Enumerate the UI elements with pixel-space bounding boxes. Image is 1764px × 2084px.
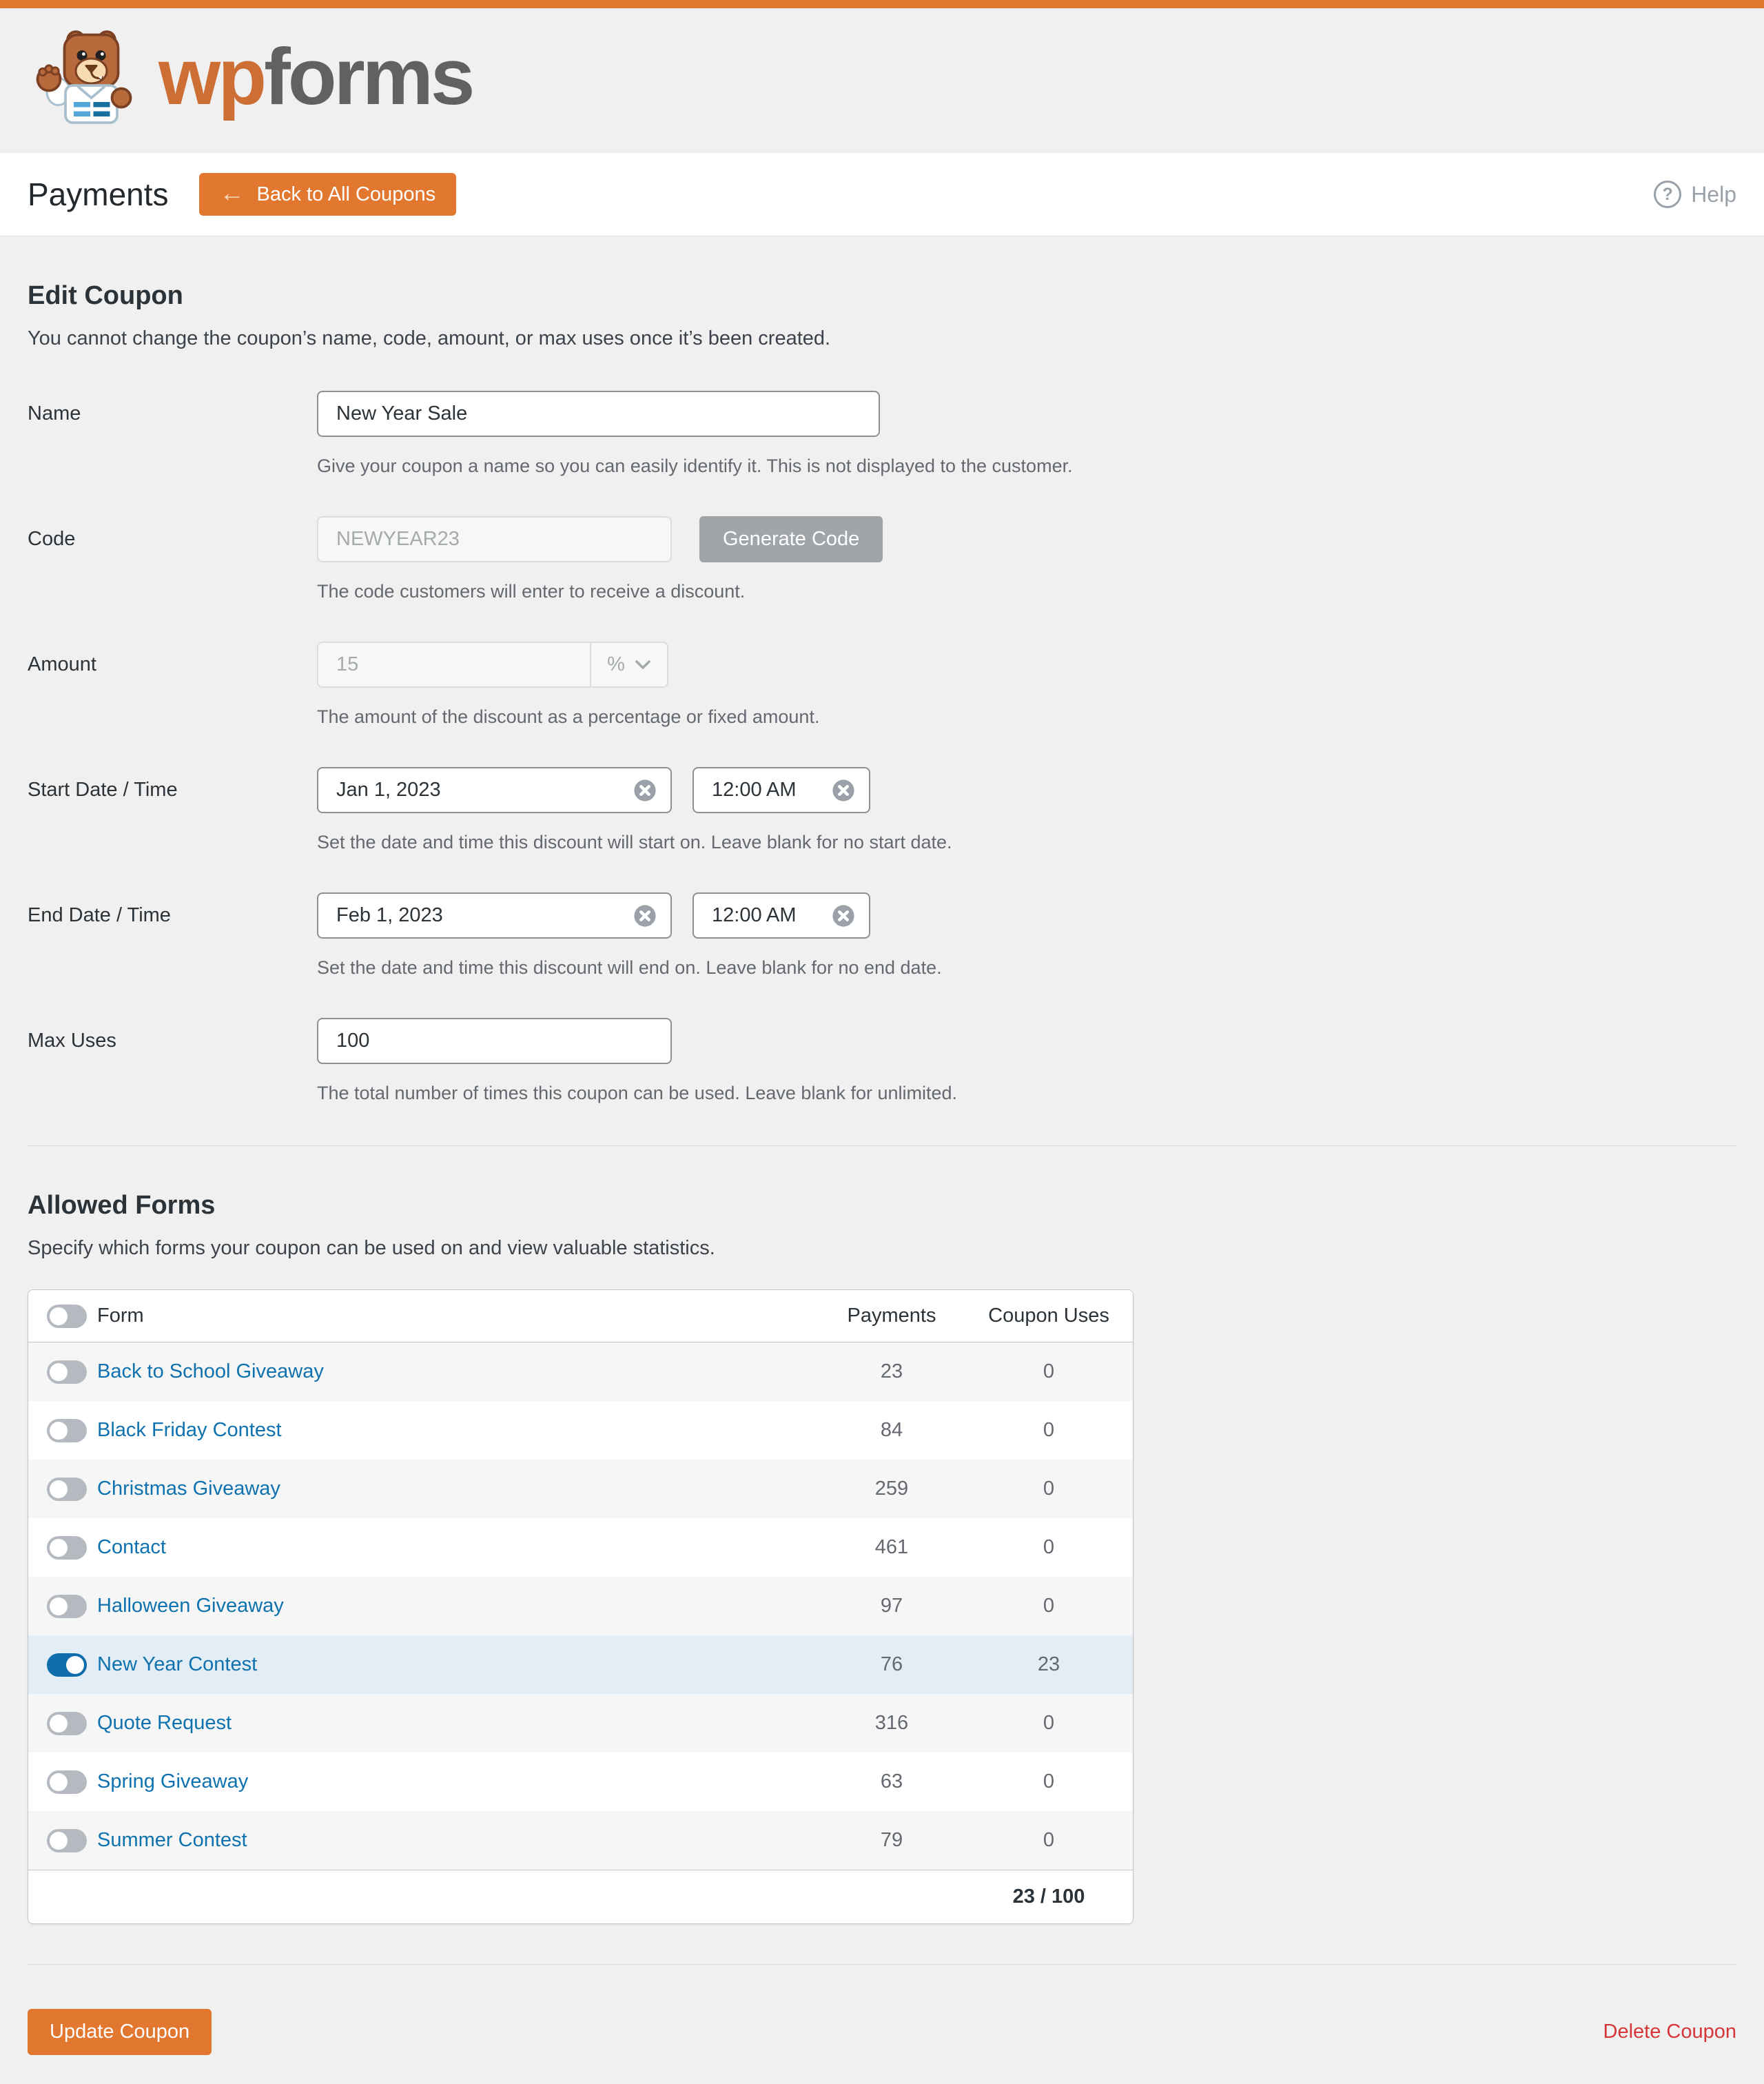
end-time-value: 12:00 AM xyxy=(712,904,797,926)
form-link[interactable]: Back to School Giveaway xyxy=(97,1360,324,1382)
coupon-uses-count: 0 xyxy=(1043,1419,1055,1441)
amount-input-group xyxy=(317,642,668,688)
code-helper: The code customers will enter to receive a discount. xyxy=(317,581,746,602)
payments-count: 79 xyxy=(880,1829,903,1851)
end-date-input[interactable] xyxy=(317,892,672,939)
table-row xyxy=(28,1635,1133,1694)
end-datetime-helper: Set the date and time this discount will end on. Leave blank for no end date. xyxy=(317,957,942,978)
column-header-form: Form xyxy=(97,1305,144,1327)
delete-coupon-link[interactable]: Delete Coupon xyxy=(1603,2021,1736,2043)
amount-row xyxy=(28,642,1736,729)
form-link[interactable]: Quote Request xyxy=(97,1712,232,1734)
payments-count: 259 xyxy=(874,1478,909,1500)
table-row xyxy=(28,1460,1133,1518)
update-coupon-button[interactable]: Update Coupon xyxy=(28,2009,212,2055)
toggle-knob xyxy=(50,1597,68,1615)
logo-band xyxy=(0,8,1764,153)
end-datetime-label: End Date / Time xyxy=(28,904,171,926)
edit-coupon-description: You cannot change the coupon’s name, code, amount, or max uses once it’s been created. xyxy=(28,327,831,349)
page-header xyxy=(0,153,1764,236)
allowed-forms-title: Allowed Forms xyxy=(28,1191,216,1220)
page-title: Payments xyxy=(28,176,169,212)
section-divider xyxy=(28,1145,1736,1146)
end-datetime-row xyxy=(28,892,1736,980)
generate-code-button: Generate Code xyxy=(699,516,883,562)
table-row xyxy=(28,1811,1133,1870)
name-row xyxy=(28,391,1736,478)
table-row xyxy=(28,1342,1133,1401)
name-helper: Give your coupon a name so you can easily identify it. This is not displayed to the customer. xyxy=(317,456,1073,476)
top-accent-bar xyxy=(0,0,1764,8)
form-link[interactable]: Spring Giveaway xyxy=(97,1770,249,1792)
form-link[interactable]: Halloween Giveaway xyxy=(97,1595,284,1617)
start-datetime-row xyxy=(28,767,1736,855)
amount-unit-select xyxy=(590,643,667,686)
table-header-row xyxy=(28,1290,1133,1342)
toggle-knob xyxy=(66,1656,84,1674)
table-row xyxy=(28,1518,1133,1577)
form-link[interactable]: Black Friday Contest xyxy=(97,1419,282,1441)
form-link[interactable]: Contact xyxy=(97,1536,166,1558)
coupon-uses-count: 0 xyxy=(1043,1360,1055,1382)
wordmark-forms: forms xyxy=(264,31,473,121)
start-date-input[interactable] xyxy=(317,767,672,813)
table-row xyxy=(28,1753,1133,1811)
allowed-forms-description: Specify which forms your coupon can be used on and view valuable statistics. xyxy=(28,1237,715,1259)
toggle-knob xyxy=(50,1539,68,1557)
payments-count: 76 xyxy=(880,1653,903,1675)
toggle-knob xyxy=(50,1773,68,1791)
form-toggle[interactable] xyxy=(47,1653,87,1677)
code-input xyxy=(317,516,672,562)
payments-count: 84 xyxy=(880,1419,903,1441)
code-label: Code xyxy=(28,528,76,550)
coupon-form xyxy=(28,391,1736,1105)
chevron-down-icon xyxy=(635,653,651,676)
start-datetime-helper: Set the date and time this discount will start on. Leave blank for no start date. xyxy=(317,832,952,852)
table-row xyxy=(28,1577,1133,1635)
form-toggle[interactable] xyxy=(47,1712,87,1735)
clear-icon[interactable] xyxy=(633,779,657,802)
wordmark-wp: wp xyxy=(158,31,265,121)
end-time-input[interactable] xyxy=(693,892,870,939)
toggle-knob xyxy=(50,1832,68,1850)
form-toggle[interactable] xyxy=(47,1770,87,1794)
clear-icon[interactable] xyxy=(633,904,657,928)
coupon-uses-count: 0 xyxy=(1043,1770,1055,1792)
wpforms-wordmark xyxy=(158,31,473,134)
form-toggle[interactable] xyxy=(47,1360,87,1384)
main-content xyxy=(0,280,1764,2084)
section-divider xyxy=(28,1964,1736,1965)
form-actions xyxy=(28,2009,1736,2055)
toggle-knob xyxy=(50,1363,68,1381)
max-uses-row xyxy=(28,1018,1736,1105)
clear-icon[interactable] xyxy=(832,779,855,802)
column-header-coupon-uses: Coupon Uses xyxy=(988,1305,1109,1327)
help-icon: ? xyxy=(1654,181,1681,208)
toggle-knob xyxy=(50,1715,68,1733)
amount-unit-value: % xyxy=(607,653,625,675)
payments-count: 23 xyxy=(880,1360,903,1382)
coupon-uses-count: 0 xyxy=(1043,1712,1055,1734)
edit-coupon-title: Edit Coupon xyxy=(28,281,183,310)
allowed-forms-table xyxy=(28,1289,1134,1924)
wpforms-logo xyxy=(28,28,472,134)
amount-input: 15 xyxy=(336,653,359,675)
end-date-value: Feb 1, 2023 xyxy=(336,904,443,926)
form-toggle[interactable] xyxy=(47,1829,87,1852)
max-uses-input[interactable] xyxy=(317,1018,672,1064)
help-label: Help xyxy=(1691,181,1736,207)
toggle-all-forms[interactable] xyxy=(47,1305,87,1328)
back-button-label: Back to All Coupons xyxy=(256,183,436,205)
max-uses-helper: The total number of times this coupon can be used. Leave blank for unlimited. xyxy=(317,1083,958,1103)
coupon-uses-count: 0 xyxy=(1043,1595,1055,1617)
start-date-value: Jan 1, 2023 xyxy=(336,779,441,801)
start-time-input[interactable] xyxy=(693,767,870,813)
table-row xyxy=(28,1694,1133,1753)
table-row xyxy=(28,1401,1133,1460)
max-uses-label: Max Uses xyxy=(28,1030,116,1052)
clear-icon[interactable] xyxy=(832,904,855,928)
start-time-value: 12:00 AM xyxy=(712,779,797,801)
form-toggle[interactable] xyxy=(47,1478,87,1501)
back-to-all-coupons-button[interactable] xyxy=(199,173,457,216)
payments-count: 461 xyxy=(874,1536,909,1558)
code-row xyxy=(28,516,1736,604)
name-input[interactable] xyxy=(317,391,880,437)
coupon-uses-count: 0 xyxy=(1043,1478,1055,1500)
form-toggle[interactable] xyxy=(47,1536,87,1560)
coupon-uses-total: 23 / 100 xyxy=(1012,1886,1085,1908)
toggle-knob xyxy=(50,1480,68,1498)
form-link[interactable]: New Year Contest xyxy=(97,1653,258,1675)
wpforms-bear-icon xyxy=(28,28,149,134)
form-toggle[interactable] xyxy=(47,1595,87,1618)
payments-count: 316 xyxy=(874,1712,909,1734)
amount-label: Amount xyxy=(28,653,96,675)
form-toggle[interactable] xyxy=(47,1419,87,1442)
name-label: Name xyxy=(28,402,81,425)
form-link[interactable]: Summer Contest xyxy=(97,1829,247,1851)
coupon-uses-count: 0 xyxy=(1043,1829,1055,1851)
table-footer-row xyxy=(28,1870,1133,1923)
coupon-uses-count: 0 xyxy=(1043,1536,1055,1558)
toggle-knob xyxy=(50,1307,68,1325)
column-header-payments: Payments xyxy=(847,1305,936,1327)
help-link[interactable] xyxy=(1654,181,1736,208)
form-link[interactable]: Christmas Giveaway xyxy=(97,1478,280,1500)
toggle-knob xyxy=(50,1422,68,1440)
back-arrow-icon: ← xyxy=(219,178,245,207)
start-datetime-label: Start Date / Time xyxy=(28,779,178,801)
coupon-uses-count: 23 xyxy=(1037,1653,1060,1675)
payments-count: 97 xyxy=(880,1595,903,1617)
payments-count: 63 xyxy=(880,1770,903,1792)
amount-helper: The amount of the discount as a percentage or fixed amount. xyxy=(317,706,820,727)
table-body xyxy=(28,1342,1133,1870)
